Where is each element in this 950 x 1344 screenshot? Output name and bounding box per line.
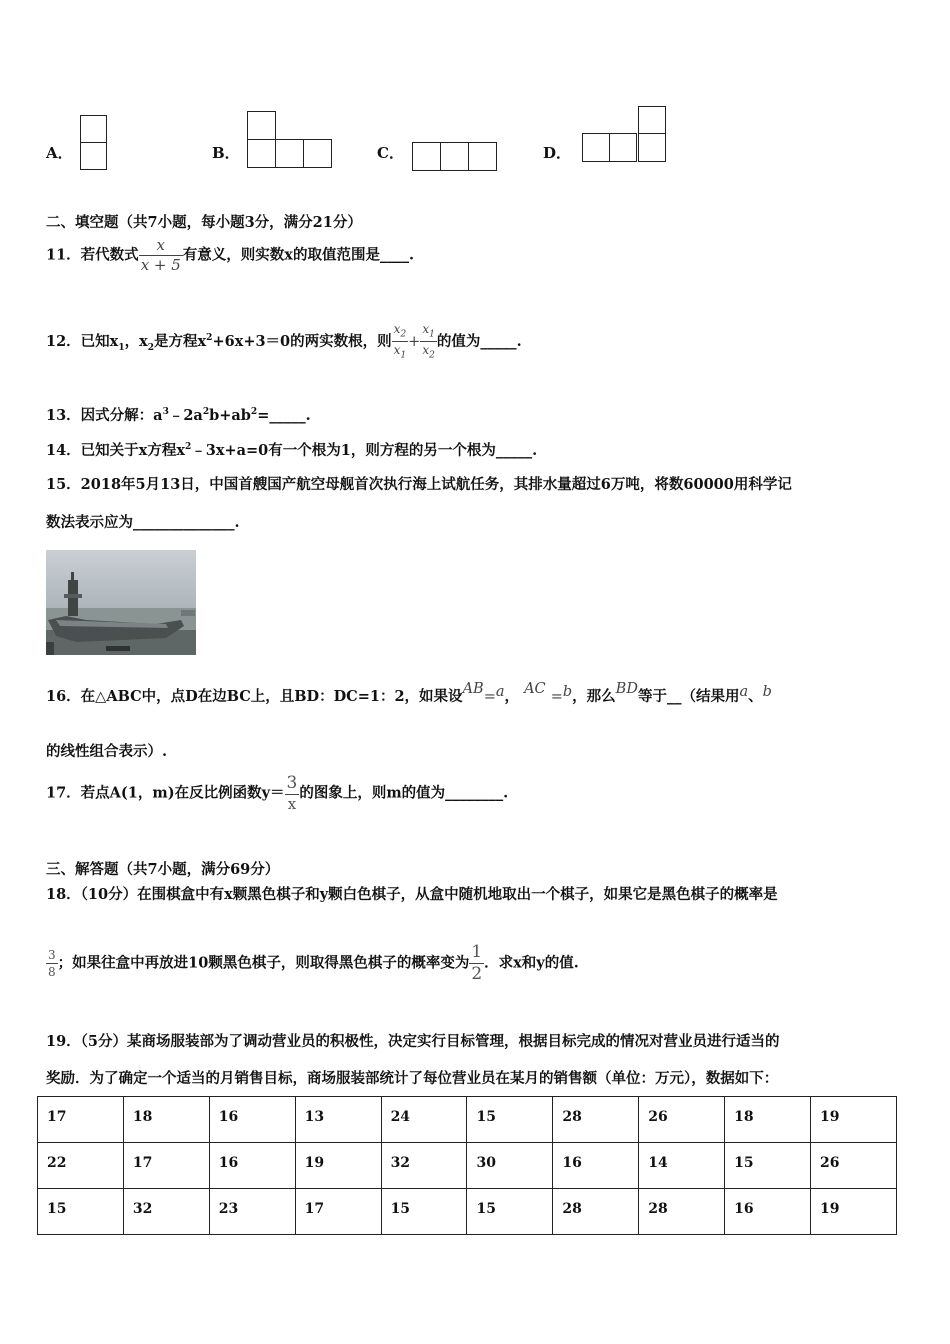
- question-16-line-1: [46, 681, 772, 706]
- question-11: [46, 238, 414, 273]
- question-12: [46, 323, 522, 361]
- table-cell: 19: [811, 1189, 897, 1235]
- option-d-label: D．: [543, 144, 572, 162]
- table-cell: 17: [38, 1097, 124, 1143]
- q12-frac-sub: 2: [400, 329, 407, 340]
- table-cell: 32: [123, 1189, 209, 1235]
- section2-heading: 二、填空题（共7小题，每小题3分，满分21分）: [46, 214, 362, 231]
- q11-suffix: 有意义，则实数x的取值范围是____.: [182, 246, 414, 264]
- figure-square: [80, 115, 107, 143]
- question-14: [46, 439, 537, 460]
- option-c-label: C．: [377, 144, 404, 162]
- q12-frac-text: x: [422, 322, 430, 336]
- q13-text: 13．因式分解：a: [46, 407, 163, 424]
- q11-frac-num: x: [156, 236, 165, 254]
- q16-vector-b: b: [762, 684, 772, 700]
- q12-sub: 2: [147, 342, 155, 353]
- table-cell: 15: [38, 1189, 124, 1235]
- table-cell: 26: [639, 1097, 725, 1143]
- q17-frac-num: 3: [286, 773, 298, 793]
- figure-square: [609, 133, 637, 162]
- q12-frac-sub: 1: [400, 350, 407, 361]
- q18-frac-den: 2: [471, 964, 483, 984]
- q16-vector: AB: [462, 681, 484, 697]
- option-b-label: B．: [212, 144, 240, 162]
- q16-text: ，那么: [572, 688, 616, 705]
- q12-text: ，x: [124, 332, 148, 350]
- figure-square: [440, 142, 469, 171]
- section3-heading: 三、解答题（共7小题，满分69分）: [46, 861, 280, 878]
- table-cell: 32: [381, 1143, 467, 1189]
- question-15-line-2: 数法表示应为______________.: [46, 514, 240, 531]
- option-a-label: A．: [46, 144, 73, 162]
- question-19-line-1: 19．（5分）某商场服装部为了调动营业员的积极性，决定实行目标管理，根据目标完成的情况对营业员进行适当的: [46, 1033, 780, 1050]
- q13-text: ﹣2a: [168, 407, 203, 424]
- q16-vector: BD: [615, 681, 638, 697]
- table-row: [38, 1143, 897, 1189]
- q14-suffix: ﹣3x+a=0有一个根为1，则方程的另一个根为_____.: [191, 442, 538, 459]
- q11-frac-den: x + 5: [140, 256, 181, 274]
- table-cell: 19: [295, 1143, 381, 1189]
- table-cell: 28: [639, 1189, 725, 1235]
- table-cell: 16: [209, 1143, 295, 1189]
- q18-text: ；如果往盒中再放进10颗黑色棋子，则取得黑色棋子的概率变为: [57, 954, 470, 972]
- table-cell: 16: [209, 1097, 295, 1143]
- table-cell: 28: [553, 1189, 639, 1235]
- q13-suffix: =_____.: [257, 407, 311, 424]
- sales-table: [37, 1096, 897, 1235]
- q16-text: 等于__（结果用: [637, 688, 740, 705]
- question-18-line-1: 18．（10分）在围棋盒中有x颗黑色棋子和y颗白色棋子，从盒中随机地取出一个棋子，如果它是黑色棋子的概率是: [46, 886, 778, 903]
- q12-suffix: 的值为_____.: [436, 332, 522, 350]
- q18-suffix: ．求x和y的值.: [484, 954, 579, 972]
- figure-square: [638, 106, 666, 134]
- table-cell: 24: [381, 1097, 467, 1143]
- figure-square: [247, 139, 276, 168]
- table-cell: 22: [38, 1143, 124, 1189]
- table-cell: 16: [725, 1189, 811, 1235]
- q12-fraction-1: [392, 323, 409, 361]
- table-cell: 14: [639, 1143, 725, 1189]
- question-19-line-2: 奖励．为了确定一个适当的月销售目标，商场服装部统计了每位营业员在某月的销售额（单位：万元），数据如下：: [46, 1070, 779, 1087]
- figure-square: [582, 133, 610, 162]
- q17-frac-den: x: [285, 794, 300, 812]
- table-cell: 18: [725, 1097, 811, 1143]
- aircraft-carrier-photo: [46, 550, 196, 655]
- table-cell: 15: [467, 1097, 553, 1143]
- q14-text: 14．已知关于x方程x: [46, 442, 185, 459]
- table-row: [38, 1189, 897, 1235]
- q13-text: b+ab: [209, 407, 251, 424]
- q16-vector-a: a: [495, 684, 505, 700]
- q12-frac-sub: 1: [429, 329, 435, 340]
- question-13: [46, 404, 311, 425]
- q13-exponent: 2: [250, 407, 258, 418]
- q16-eq: =: [550, 689, 563, 705]
- figure-square: [247, 111, 276, 140]
- table-cell: 23: [209, 1189, 295, 1235]
- q13-exponent: 2: [202, 407, 210, 418]
- q18-fraction-2: [469, 944, 484, 983]
- q18-frac-den: 8: [48, 965, 56, 979]
- q12-text: 是方程x: [154, 332, 207, 350]
- q12-fraction-2: [420, 323, 437, 361]
- table-cell: 19: [811, 1097, 897, 1143]
- question-15-line-1: 15．2018年5月13日，中国首艘国产航空母舰首次执行海上试航任务，其排水量超过6万吨，将数60000用科学记: [46, 476, 792, 493]
- table-cell: 15: [381, 1189, 467, 1235]
- q12-frac-text: x: [393, 343, 401, 358]
- q14-exponent: 2: [184, 442, 192, 453]
- q12-frac-text: x: [393, 322, 401, 336]
- q17-suffix: 的图象上，则m的值为________.: [299, 784, 509, 802]
- question-18-line-2: [46, 944, 579, 983]
- q16-text: ，: [504, 688, 520, 705]
- figure-square: [638, 133, 666, 162]
- table-cell: 28: [553, 1097, 639, 1143]
- table-cell: 30: [467, 1143, 553, 1189]
- q16-text: 、: [748, 688, 763, 705]
- table-cell: 17: [123, 1143, 209, 1189]
- question-17: [46, 775, 508, 812]
- q13-exponent: 3: [162, 407, 169, 418]
- q12-frac-text: x: [422, 343, 430, 358]
- q12-sub: 1: [118, 342, 125, 353]
- table-row: [38, 1097, 897, 1143]
- q12-plus: +: [408, 333, 421, 350]
- q12-exponent: 2: [206, 333, 213, 344]
- table-cell: 15: [467, 1189, 553, 1235]
- ship-image-icon: [46, 550, 196, 655]
- q16-text: 16．在△ABC中，点D在边BC上，且BD：DC=1：2，如果设: [46, 688, 463, 705]
- q12-frac-sub: 2: [429, 350, 435, 361]
- table-cell: 26: [811, 1143, 897, 1189]
- figure-square: [412, 142, 441, 171]
- figure-square: [468, 142, 497, 171]
- q16-vector-a: a: [739, 684, 749, 700]
- q16-vector-b: b: [562, 684, 573, 700]
- table-cell: 13: [295, 1097, 381, 1143]
- q18-frac-num: 3: [48, 948, 56, 962]
- figure-square: [303, 139, 332, 168]
- q17-text: 17．若点A(1，m)在反比例函数y＝: [46, 784, 285, 802]
- q12-text: 12．已知x: [46, 332, 119, 350]
- question-16-line-2: 的线性组合表示）.: [46, 743, 168, 760]
- q18-fraction-1: [46, 949, 58, 978]
- q12-text: +6x+3＝0的两实数根，则: [212, 332, 392, 350]
- q17-fraction: [285, 775, 300, 812]
- q11-fraction: [139, 238, 183, 273]
- q18-frac-num: 1: [471, 942, 483, 962]
- table-cell: 18: [123, 1097, 209, 1143]
- q11-prefix: 11．若代数式: [46, 246, 139, 264]
- q16-eq: =: [483, 689, 496, 705]
- figure-square: [275, 139, 304, 168]
- table-cell: 15: [725, 1143, 811, 1189]
- table-cell: 16: [553, 1143, 639, 1189]
- figure-square: [80, 142, 107, 170]
- table-cell: 17: [295, 1189, 381, 1235]
- q16-vector: AC: [524, 681, 546, 697]
